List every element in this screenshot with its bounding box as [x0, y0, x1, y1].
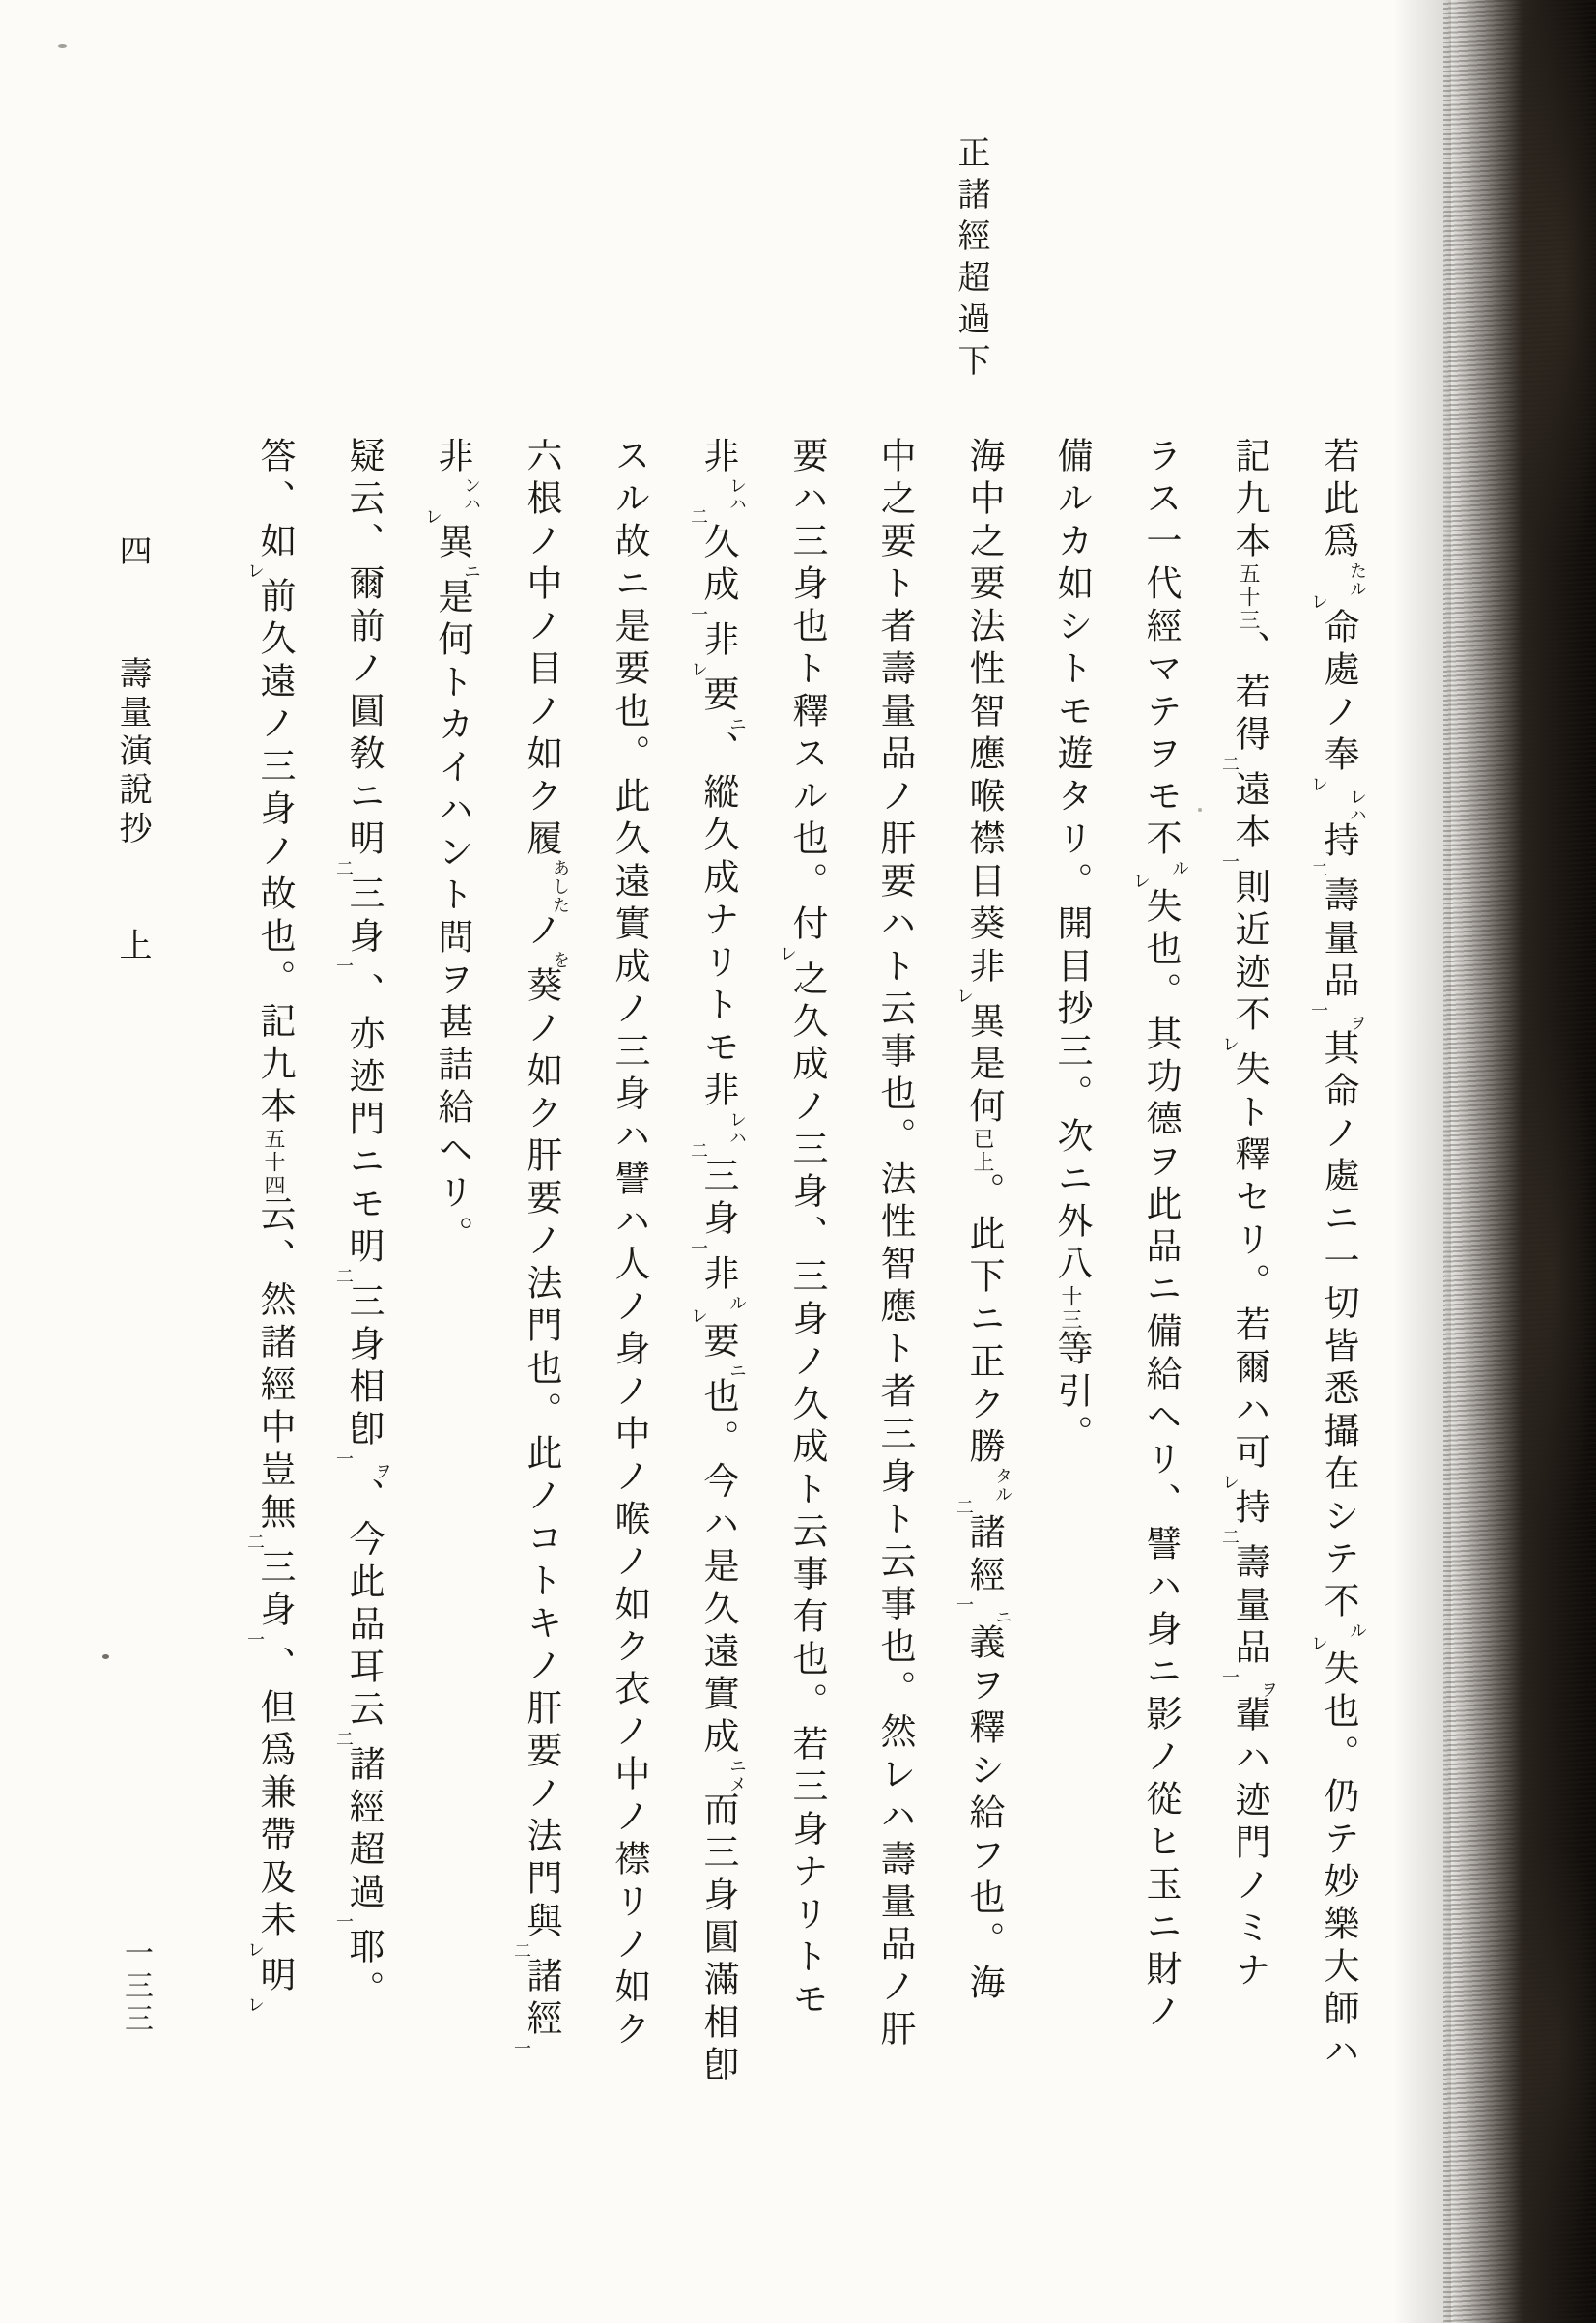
base-text: 三身: [343, 875, 383, 960]
part-label: 上: [114, 928, 150, 966]
kaeriten-mark: レ: [1309, 1634, 1328, 1652]
furigana: あした: [551, 859, 570, 914]
base-text: 海中之要法性智應喉襟目葵非: [963, 437, 1003, 989]
kaeriten-mark: レ: [245, 1995, 265, 2014]
base-text: 異: [432, 523, 471, 565]
furigana: ヲ: [1259, 1680, 1278, 1699]
base-text: 疑云、爾前ノ圓敎ニ明: [343, 437, 383, 862]
base-text: 輩ハ迹門ノミナ: [1229, 1696, 1268, 1993]
base-text: 若此爲: [1318, 437, 1357, 564]
base-text: 三身: [698, 1157, 737, 1242]
text-column: [229, 437, 318, 2195]
furigana: ンハ: [462, 476, 481, 513]
base-text: 則近迹不: [1229, 868, 1268, 1038]
kaeriten-mark: 一: [689, 605, 708, 623]
text-column: [938, 437, 1027, 2195]
base-text: 其命ノ處ニ一切皆悉攝在シテ不: [1318, 1029, 1357, 1624]
page-number: 一三三: [120, 1937, 152, 2036]
kaeriten-mark: レ: [1309, 592, 1328, 611]
furigana: ニ: [727, 715, 747, 733]
citation-number: 十三: [1059, 1285, 1083, 1332]
scan-speck: [102, 1654, 109, 1659]
base-text: 諸經超過: [343, 1745, 383, 1915]
kaeriten-mark: 一: [334, 1912, 354, 1931]
base-text: 久成: [698, 523, 737, 608]
furigana: ニ: [727, 1362, 747, 1380]
furigana: たル: [1348, 561, 1367, 598]
text-column: [1293, 437, 1382, 2195]
base-text: 葵ノ如ク肝要ノ法門也。此ノコトキノ肝要ノ法門與: [521, 966, 560, 1944]
furigana: ヲ: [373, 1462, 392, 1480]
citation-number: 已上: [971, 1128, 995, 1174]
base-text: 云、然諸經中豈無: [254, 1195, 294, 1535]
volume-label: 四: [114, 533, 150, 572]
furigana: ル: [1170, 859, 1189, 877]
furigana: ル: [727, 1294, 747, 1312]
scan-edge-shadow: [1393, 0, 1451, 2323]
base-text: 中之要ト者壽量品ノ肝要ハト云事也。法性智應ト者三身ト云事也。然レハ壽量品ノ肝: [874, 437, 914, 2052]
base-text: 、亦迹門ニモ明: [343, 972, 383, 1270]
base-text: 非: [698, 1254, 737, 1297]
base-text: 要: [698, 675, 737, 718]
base-text: 答、如: [254, 437, 294, 564]
base-text: 持: [1229, 1488, 1268, 1531]
base-text: スル故ニ是要也。此久遠實成ノ三身ハ譬ハ人ノ身ノ中ノ喉ノ如ク衣ノ中ノ襟リノ如ク: [609, 437, 648, 2052]
kaeriten-mark: レ: [689, 1306, 708, 1325]
kaeriten-mark: 一: [955, 1595, 974, 1614]
base-text: 壽量品: [1229, 1543, 1268, 1671]
base-text: ラス一代經マテヲモ不: [1140, 437, 1180, 862]
base-text: 前久遠ノ三身ノ故也。記九本: [254, 577, 294, 1130]
kaeriten-mark: レ: [245, 561, 265, 580]
furigana: ニメ: [727, 1757, 747, 1793]
scan-edge-artifact: [1443, 0, 1596, 2323]
kaeriten-mark: 一: [334, 1449, 354, 1468]
kaeriten-mark: 二: [512, 1941, 531, 1960]
base-text: 、縱久成ナリトモ非: [698, 731, 737, 1113]
text-column: [1115, 437, 1204, 2195]
kaeriten-mark: 二: [334, 1267, 354, 1285]
base-text: 遠本: [1229, 770, 1268, 855]
base-text: 非: [432, 437, 471, 479]
base-text: 要ハ三身也ト釋スル也。付: [786, 437, 826, 947]
text-column: [761, 437, 850, 2195]
kaeriten-mark: レ: [955, 987, 974, 1005]
base-text: 、今此品耳云: [343, 1477, 383, 1733]
furigana: レハ: [727, 1110, 747, 1147]
furigana: ヲ: [1348, 1014, 1367, 1032]
furigana: ニ: [462, 562, 481, 581]
base-text: 失也。其功德ヲ此品ニ備給ヘリ、譬ハ身ニ影ノ從ヒ玉ニ財ノ: [1140, 887, 1180, 2035]
kaeriten-mark: 二: [689, 507, 708, 526]
base-text: 記九本: [1229, 437, 1268, 564]
kaeriten-mark: レ: [423, 507, 442, 526]
base-text: 非: [698, 620, 737, 663]
base-text: 等引。: [1051, 1330, 1091, 1457]
kaeriten-mark: 一: [512, 2039, 531, 2057]
citation-number: 五十四: [262, 1128, 286, 1197]
base-text: 、若得: [1229, 630, 1268, 758]
base-text: ノ: [521, 911, 560, 954]
base-text: 失ト釋セリ。若爾ハ可: [1229, 1050, 1268, 1476]
kaeriten-mark: レ: [245, 1940, 265, 1959]
kaeriten-mark: 一: [689, 1239, 708, 1257]
furigana: を: [551, 951, 570, 969]
kaeriten-mark: 二: [955, 1498, 974, 1516]
base-text: 三身相卽: [343, 1282, 383, 1452]
kaeriten-mark: レ: [1220, 1473, 1240, 1491]
kaeriten-mark: 二: [1220, 755, 1240, 773]
text-column: [1204, 437, 1293, 2195]
kaeriten-mark: 一: [1220, 1668, 1240, 1686]
kaeriten-mark: 二: [245, 1533, 265, 1551]
base-text: 要: [698, 1322, 737, 1364]
base-text: 六根ノ中ノ目ノ如ク履: [521, 437, 560, 862]
text-column: [496, 437, 584, 2195]
furigana: レハ: [1348, 788, 1367, 824]
text-column: [672, 437, 761, 2195]
text-columns: [237, 437, 1382, 2195]
kaeriten-mark: レ: [1309, 775, 1328, 793]
kaeriten-mark: 一: [1309, 1001, 1328, 1019]
kaeriten-mark: 二: [334, 859, 354, 877]
base-text: 三身: [254, 1548, 294, 1633]
kaeriten-mark: 一: [245, 1630, 265, 1649]
kaeriten-mark: 二: [1220, 1528, 1240, 1546]
scan-speck: [58, 44, 67, 48]
base-text: 義ヲ釋シ給フ也。海: [963, 1623, 1003, 2006]
base-text: 也。今ハ是久遠實成: [698, 1377, 737, 1760]
base-text: 諸經: [963, 1513, 1003, 1598]
kaeriten-mark: 二: [1309, 861, 1328, 879]
base-text: 持: [1318, 821, 1357, 864]
title-strip: [108, 533, 156, 966]
base-text: 命處ノ奉: [1318, 608, 1357, 778]
base-text: 、但爲兼帶及未: [254, 1646, 294, 1943]
text-column: [584, 437, 672, 2195]
scan-speck: [1198, 808, 1202, 812]
book-title: 壽量演說抄: [114, 656, 150, 849]
base-text: 異是何: [963, 1002, 1003, 1130]
kaeriten-mark: 二: [334, 1730, 354, 1748]
running-head: 正諸經超過下: [953, 135, 988, 385]
kaeriten-mark: レ: [778, 944, 797, 962]
base-text: 是何トカイハント問ヲ甚詰給ヘリ。: [432, 578, 471, 1258]
furigana: ル: [1348, 1621, 1367, 1640]
furigana: レハ: [727, 476, 747, 513]
furigana: ニ: [993, 1608, 1012, 1626]
citation-number: 五十三: [1237, 562, 1261, 632]
kaeriten-mark: レ: [689, 660, 708, 678]
kaeriten-mark: 二: [689, 1141, 708, 1160]
base-text: 耶。: [343, 1928, 383, 2013]
text-column: [318, 437, 407, 2195]
text-column: [1027, 437, 1115, 2195]
base-text: 備ルカ如シトモ遊タリ。開目抄三。次ニ外八: [1051, 437, 1091, 1287]
base-text: 失也。仍テ妙樂大師ハ: [1318, 1649, 1357, 2075]
base-text: 壽量品: [1318, 876, 1357, 1004]
kaeriten-mark: 一: [1220, 852, 1240, 871]
furigana: タル: [993, 1467, 1012, 1504]
text-column: [407, 437, 496, 2195]
base-text: 非: [698, 437, 737, 479]
base-text: 明: [254, 1956, 294, 1998]
base-text: 。此下ニ正ク勝: [963, 1172, 1003, 1470]
base-text: 之久成ノ三身、三身ノ久成ト云事有也。若三身ナリトモ: [786, 960, 826, 2022]
base-text: 諸經: [521, 1957, 560, 2042]
kaeriten-mark: レ: [1131, 872, 1151, 890]
kaeriten-mark: 一: [334, 957, 354, 975]
base-text: 而三身圓滿相卽: [698, 1791, 737, 2088]
text-column: [850, 437, 938, 2195]
kaeriten-mark: レ: [1220, 1035, 1240, 1053]
